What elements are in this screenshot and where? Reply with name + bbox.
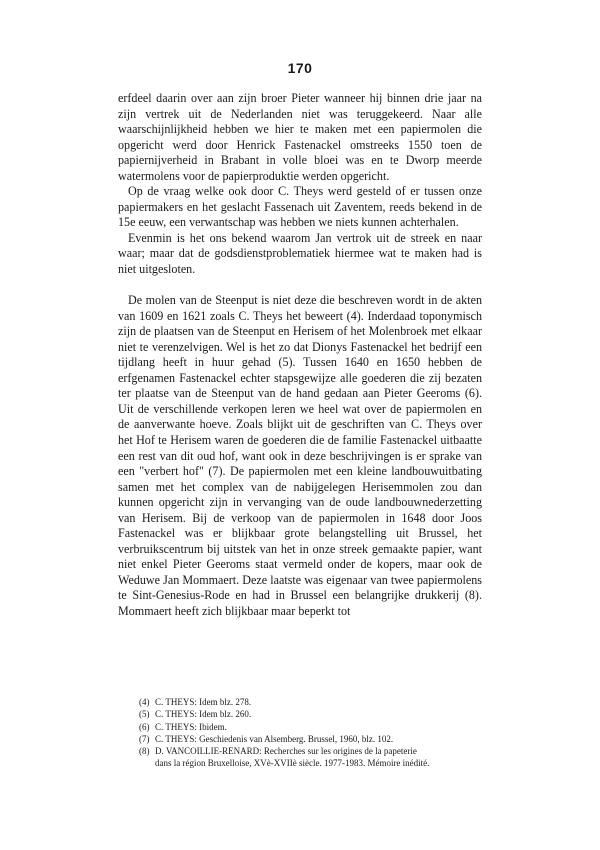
footnote-continuation: dans la région Bruxelloise, XVè-XVIIè siècle. 1977-1983. Mémoire inédité.	[155, 758, 430, 769]
footnote-number: (7)	[139, 733, 150, 744]
footnotes	[139, 696, 489, 770]
footnote-number: (4)	[139, 697, 150, 707]
paragraph: Op de vraag welke ook door C. Theys werd gesteld of er tussen onze papiermakers en het geslacht Fassenach uit Zaventem, reeds bekend in de 15e eeuw, een verwantschap was hebben we niets kunnen achterhalen.	[118, 184, 482, 230]
footnote	[139, 745, 489, 757]
page-number: 170	[287, 60, 313, 76]
footnote-number: (8)	[139, 746, 150, 757]
footnote-text: C. THEYS: Idem blz. 278.	[155, 697, 252, 707]
paragraph: De molen van de Steenput is niet deze die beschreven wordt in de akten van 1609 en 1621 zoals C. Theys het beweert (4). Inderdaad toponymisch zijn de plaatsen van de Steenput en Herisem of het Molenbroek met elkaar niet te verenzelvigen. Wel is het zo dat Dionys Fastenackel het bedrijf een tijdlang heeft in huur gehad (5). Tussen 1640 en 1650 hebben de erfgenamen Fastenackel echter stapsgewijze alle goederen die zij bezaten ter plaatse van de Steenput van de hand gedaan aan Pieter Geeroms (6). Uit de verschillende verkopen leren we heel wat over de papiermolen en de aanverwante hoeve. Zoals blijkt uit de geschriften van C. Theys over het Hof te Herisem waren de goederen die de familie Fastenackel uitbaatte een rest van dit oud hof, want ook in deze beschrijvingen is er sprake van een "verbert hof" (7). De papiermolen met een kleine landbouwuitbating samen met het complex van de nabijgelegen Herisemmolen zou dan kunnen opgericht zijn in vervanging van de oude landbouwnederzetting van Herisem. Bij de verkoop van de papiermolen in 1648 door Joos Fastenackel was er blijkbaar grote belangstelling uit Brussel, het verbruikscentrum bij uitstek van het in onze streek gemaakte papier, want niet enkel Pieter Geeroms staat vermeld onder de kopers, maar ook de Weduwe Jan Mommaert. Deze laatste was eigenaar van twee papiermolens te Sint-Genesius-Rode en had in Brussel een belangrijke drukkerij (8). Mommaert heeft zich blijkbaar maar beperkt tot	[118, 293, 482, 618]
paragraph: Evenmin is het ons bekend waarom Jan vertrok uit de streek en naar waar; maar dat de godsdienstproblematiek hiermee wat te maken had is niet uitgesloten.	[118, 230, 482, 277]
footnote-text: D. VANCOILLIE-RENARD: Recherches sur les origines de la papeterie	[155, 746, 417, 757]
footnote-text: C. THEYS: Idem blz. 260.	[155, 709, 252, 720]
footnote	[139, 696, 489, 708]
body-text	[118, 91, 482, 620]
footnote-text: C. THEYS: Ibidem.	[155, 721, 227, 732]
footnote	[139, 733, 489, 745]
footnote-number: (5)	[139, 709, 150, 720]
footnote	[139, 721, 489, 733]
footnote-number: (6)	[139, 721, 150, 732]
footnote	[139, 708, 489, 720]
footnote-text: C. THEYS: Geschiedenis van Alsemberg. Brussel, 1960, blz. 102.	[155, 733, 394, 744]
paragraph: erfdeel daarin over aan zijn broer Pieter wanneer hij binnen drie jaar na zijn vertrek uit de Nederlanden niet was teruggekeerd. Naar alle waarschijnlijkheid hebben we hier te maken met een papiermolen die opgericht werd door Henrick Fastenackel omstreeks 1550 toen de papiernijverheid in Brabant in volle bloei was en te Dworp meerde watermolens voor de papierproduktie werden opgericht.	[118, 91, 482, 183]
